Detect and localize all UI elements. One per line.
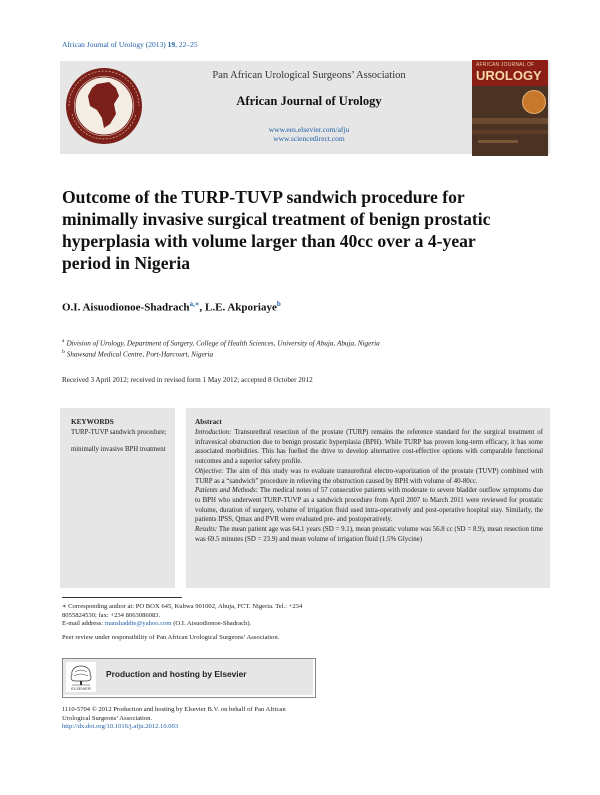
journal-url-sciencedirect[interactable]: www.sciencedirect.com [273,134,345,143]
author-affiliation-mark[interactable]: b [276,300,281,308]
cover-decor-band [478,140,518,143]
article-title: Outcome of the TURP-TUVP sandwich procedure for minimally invasive surgical treatment of benign prostatic hyperplasia with volume larger than 40cc over a 4-year period in Nigeria [62,187,491,273]
cover-decor-band [472,130,548,134]
keywords-heading: KEYWORDS [71,418,114,426]
cover-emblem [522,90,546,114]
citation-volume: 19 [167,40,176,49]
abstract-section-label: Patients and Methods: [195,487,258,495]
abstract-section-label: Results: [195,526,218,534]
abstract-heading: Abstract [195,418,222,426]
journal-cover-image [472,60,548,156]
author-separator: , [199,301,206,314]
footnote-divider [62,597,182,598]
citation-pages: , 22–25 [175,40,198,49]
journal-name: African Journal of Urology [236,94,382,108]
copyright-notice: 1110-5704 © 2012 Production and hosting by Elsevier B.V. on behalf of Pan African Urological Surgeons’ Association. [62,706,286,722]
peer-review-note: Peer review under responsibility of Pan African Urological Surgeons’ Association. [62,634,280,641]
abstract-section-text: The mean patient age was 64.1 years (SD = 9.1), mean prostatic volume was 56.8 cc (SD = 8.9), mean resection time was 69.5 minutes (SD = 23.9) and mean volume of irrigation fluid (1.5% Glycine) [195,526,543,543]
abstract-results [195,525,543,544]
production-hosting-text: Production and hosting by Elsevier [106,669,247,679]
author-email-note [62,620,251,627]
elsevier-logo-label: ELSEVIER [71,686,91,691]
abstract-objective [195,467,543,486]
journal-citation[interactable] [62,40,198,49]
affiliation-mark: a [62,338,65,344]
society-seal-logo [64,66,144,146]
elsevier-tree-logo [66,662,96,692]
cover-top-text: AFRICAN JOURNAL OF [476,62,535,68]
citation-journal: African Journal of Urology (2013) [62,40,166,49]
affiliation [62,338,380,347]
affiliation-text: Shawsand Medical Centre, Port-Harcourt, Nigeria [66,350,214,359]
keyword-item: minimally invasive BPH treatment [71,446,166,453]
article-history: Received 3 April 2012; received in revised form 1 May 2012; accepted 8 October 2012 [62,376,313,384]
society-name: Pan African Urological Surgeons’ Association [212,70,406,81]
abstract-introduction [195,428,543,467]
abstract-section-label: Objective: [195,467,224,475]
affiliation-mark: b [62,349,65,355]
abstract-section-label: Introduction: [195,429,232,436]
affiliation [62,349,213,358]
keyword-item: TURP-TUVP sandwich procedure; [71,429,167,436]
author-name: O.I. Aisuodionoe-Shadrach [62,301,190,314]
doi-link[interactable]: http://dx.doi.org/10.1016/j.afju.2012.10.003 [62,723,179,730]
email-link[interactable]: manshaddie@yahoo.com [104,620,172,627]
abstract-methods [195,486,543,525]
email-label: E-mail address: [62,620,105,627]
author-affiliation-mark[interactable]: a,∗ [189,300,200,308]
journal-url-ees[interactable]: www.ees.elsevier.com/afju [268,125,350,134]
cover-decor-band [472,118,548,124]
corresponding-author-note: ∗ Corresponding author at: PO BOX 645, Kubwa 901002, Abuja, FCT. Nigeria. Tel.: +234 8055824530; fax: +234 8063086083. [62,603,303,620]
email-owner: (O.I. Aisuodionoe-Shadrach). [171,620,252,627]
cover-title-text: UROLOGY [476,68,542,83]
abstract-section-text: Transurethral resection of the prostate (TURP) remains the reference standard for the surgical treatment of infravesical obstruction due to benign prostatic hyperplasia (BPH). While TURP has proven long-term efficacy, it has some associated morbidities. This has fuelled the drive to develop alternative cost-effective options with comparable functional outcomes and a superior safety profile. [195,429,543,466]
abstract-section-text: The aim of this study was to evaluate transurethral electro-vaporization of the prostate (TUVP) combined with TURP as a “sandwich” procedure in relieving the obstruction caused by BPH with volume of 40-80cc. [195,467,543,485]
affiliation-text: Division of Urology, Department of Surgery, College of Health Sciences, University of Abuja, Abuja, Nigeria [66,339,380,348]
abstract-section-text: The medical notes of 57 consecutive patients with moderate to severe bladder outflow symptoms due to BPH who underwent TURP-TUVP as a sandwich procedure from April 2007 to March 2011 were reviewed for prostatic volume, duration of surgery, volume of irrigation fluid used intra-operatively and post-operative hospital stay. Similarly, the patients IPSS, Qmax and PVR were evaluated pre- and postoperatively. [195,487,544,524]
author-name: L.E. Akporiaye [205,301,277,314]
abstract-body [195,428,543,544]
author-list [62,299,281,314]
